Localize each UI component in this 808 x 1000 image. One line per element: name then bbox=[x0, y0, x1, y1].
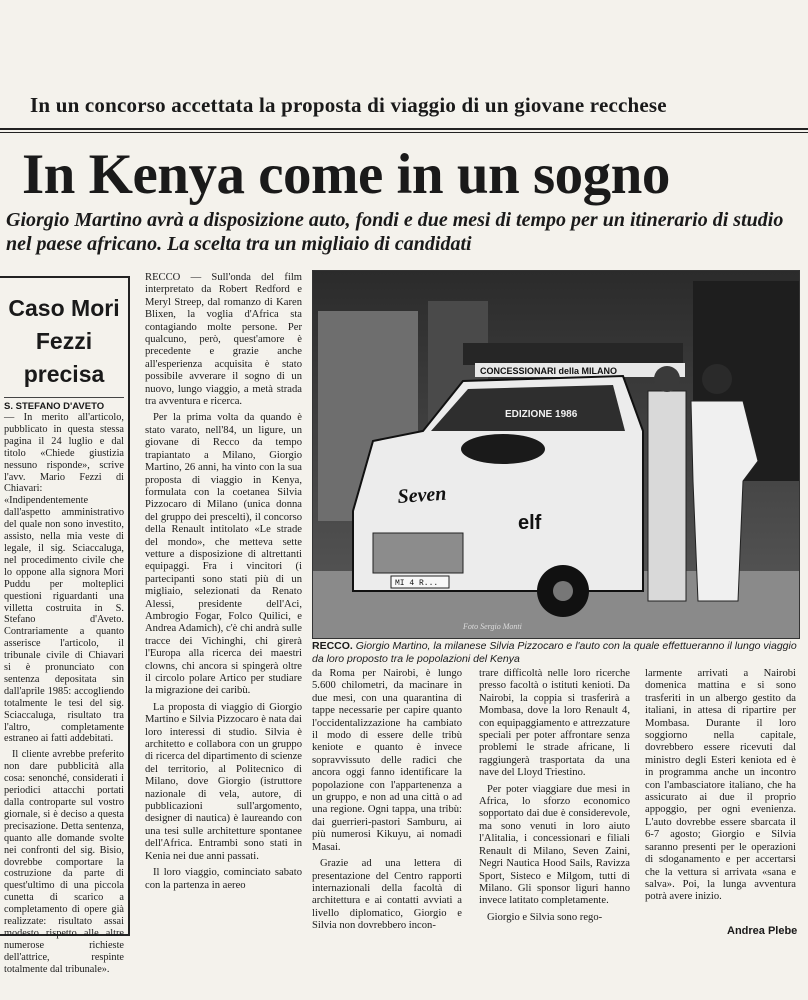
windshield-text: EDIZIONE 1986 bbox=[505, 409, 578, 420]
photo-caption bbox=[312, 640, 798, 666]
article-paragraph: larmente arrivati a Nairobi domenica mattina e si sono trasferiti in un albergo gestito da italiani, in attesa di ripartire per Mombasa. Durante il loro soggiorno nella capitale, dovrebbero essere ricevuti dal ministro degli Esteri keniota ed è in programma anche un incontro con l'ambasciatore italiano, che ha assicurato ai due il proprio appoggio, per ogni evenienza. L'auto dovrebbe essere sbarcata il 6-7 agosto; Giorgio e Silvia saranno presenti per le operazioni di sdoganamento e per accertarsi che la vettura si arrivata «sana e salva». Poi, la lunga avventura potrà avere inizio. bbox=[645, 668, 796, 903]
article-paragraph: trare difficoltà nelle loro ricerche presso facoltà o istituti kenioti. Da Nairobi, la coppia si trasferirà a Mombasa, dove la loro Renault 4, con equipaggiamento e attrezzature speciali per poter affrontare senza problemi le strade africane, li raggiungerà trasportata da una nave del Lloyd Triestino. bbox=[479, 668, 630, 779]
kicker-headline: In un concorso accettata la proposta di viaggio di un giovane recchese bbox=[30, 93, 667, 117]
article-column-3 bbox=[479, 668, 630, 938]
article-column-4 bbox=[645, 668, 796, 918]
article-paragraph: Per poter viaggiare due mesi in Africa, lo sforzo economico sopportato dai due è considerevole, ma sono venuti in loro aiuto l'Alitalia, i concessionari e filiali Renault di Milano, Seven Zaini, Negri Nautica Hood Sails, Ravizza Sport, Sisteco e Milgom, tutti di Milano. Gli sponsor liguri hanno invece latitato completamente. bbox=[479, 783, 630, 907]
article-paragraph bbox=[145, 272, 302, 408]
car-banner-text: CONCESSIONARI della MILANO bbox=[480, 366, 618, 376]
article-lead: — Sull'onda del film interpretato da Robert Redford e Meryl Streep, dal romanzo di Karen Blixen, la voglia d'Africa sta contagiando molte persone. Per qualcuno, però, quest'amore è precedente e grazie anche all'esperienza acquisita è stato possibile avverare il sogno di un nuovo, lungo viaggio, a metà strada tra avventura e ricerca. bbox=[145, 272, 302, 408]
sidebar-paragraph: — In merito all'articolo, pubblicato in questa stessa pagina il 24 luglio e dal titolo «Chiede giustizia nessuno risponde», scrive l'avv. Mario Fezzi di Chiavari: «Indipendentemente dall'aspetto amministrativo del quale non sono investito, assisto, nella mia veste di legale, il sig. Sciaccaluga, nel procedimento civile che lo oppone alla signora Mori Puddu per molteplici questioni riguardanti una villetta costruita in S. Stefano d'Aveto. Contrariamente a quanto asserisce l'articolo, il tribunale civile di Chiavari si è pronunciato con sentenza depositata sin dall'aprile 1985: accogliendo totalmente le tesi del sig. Sciaccaluga, risultato tra l'altro, completamente estraneo ai fatti addebitati. bbox=[4, 412, 124, 745]
spare-tire-icon bbox=[461, 434, 545, 464]
main-headline: In Kenya come in un sogno bbox=[22, 143, 670, 206]
sidebar-title-line: precisa bbox=[23, 361, 105, 387]
caption-text: Giorgio Martino, la milanese Silvia Pizzocaro e l'auto con la quale effettueranno il lungo viaggio da loro proposto tra le popolazioni del Kenya bbox=[312, 640, 797, 665]
article-paragraph: Grazie ad una lettera di presentazione del Centro rapporti internazionali della facoltà di architettura e ai contatti avviati a livello diplomatico, Giorgio e Silvia non dovrebbero incon- bbox=[312, 858, 462, 932]
photo-illustration bbox=[313, 271, 799, 638]
article-paragraph: Per la prima volta da quando è stato varato, nell'84, un ligure, un giovane di Recco da tempo trapiantato a Milano, Giorgio Martino, 26 anni, ha vinto con la sua proposta di viaggio in Kenya, formulata con la coetanea Silvia Pizzocaro di Milano (unica donna del gruppo dei prescelti), il concorso della Renault intitolato «Le strade del mondo», che metteva sette vetture a disposizione di altrettanti equipaggi. Fra i vincitori (i partecipanti sono stati più di un migliaio, selezionati da Renato Alessi, presidente dell'Aci, Ambrogio Fogar, Folco Quilici, e Andrea Adamich), c'è chi andrà sulle tracce dei Vichinghi, chi girerà l'Europa alla ricerca dei maestri clowns, chi ancora si spingerà oltre il circolo polare Artico per studiare la migrazione dei caribù. bbox=[145, 412, 302, 697]
sidebar-text bbox=[4, 412, 124, 976]
top-rule-thin bbox=[0, 132, 808, 133]
car-grille bbox=[373, 533, 463, 573]
top-rule bbox=[0, 128, 808, 130]
article-paragraph: La proposta di viaggio di Giorgio Martino e Silvia Pizzocaro è nata dai loro interessi di studio. Silvia è architetto e collabora con un gruppo di ricerca del dipartimento di scienze del territorio, al Politecnico di Milano, dove Giorgio (istruttore nazionale di vela, autore, di pubblicazioni sull'argomento, designer di nautica) è laureando con una tesi sulle architetture spontanee dell'Africa. Entrambi sono stati in Kenia nei due anni passati. bbox=[145, 701, 302, 862]
sidebar-title bbox=[4, 292, 124, 391]
article-paragraph: Giorgio e Silvia sono rego- bbox=[487, 911, 603, 923]
byline: Andrea Plebe bbox=[727, 925, 798, 937]
door-logo: elf bbox=[518, 512, 542, 534]
sidebar-box bbox=[0, 276, 130, 975]
article-photo bbox=[312, 270, 800, 639]
person-head bbox=[702, 364, 732, 394]
hood-logo: Seven bbox=[396, 482, 448, 508]
article-paragraph: Il loro viaggio, cominciato sabato con la partenza in aereo bbox=[145, 867, 302, 891]
sidebar-paragraph: Il cliente avrebbe preferito non dare pubblicità alla cosa: senonché, considerati i periodici attacchi portati dalla controparte sul vostro giornale, si è deciso a questa precisazione. Detta sentenza, quanto alle domande svolte nei confronti del sig. Bisio, dovrebbe comportare la costruzione da parte di quest'ultimo di una piccola cunetta di scarico a completamento di opere già realizzate: risultato assai modesto rispetto alle altre numerose richieste dell'attrice, respinte totalmente dal tribunale». bbox=[4, 749, 124, 975]
article-column-2 bbox=[312, 668, 462, 938]
article-paragraph: da Roma per Nairobi, è lungo 5.600 chilometri, da macinare in due mesi, con una quarantina di tappe necessarie per capire quanto l'occidentalizzazione ha cambiato il modo di essere delle tribù keniote e quanto è invece sopravvissuto delle radici che ancora oggi fanno identificare la popolazione con l'appartenenza a un gruppo, e non ad una città o ad una regione. Ogni tappa, una tribù: dai guerrieri-pastori Samburu, ai più numerosi Kikuyu, ai nomadi Masai. bbox=[312, 668, 462, 853]
sidebar-title-line: Fezzi bbox=[35, 328, 93, 354]
sidebar-dateline: S. STEFANO D'AVETO bbox=[4, 397, 124, 412]
caption-place: RECCO. bbox=[312, 640, 353, 652]
article-column-1 bbox=[145, 272, 302, 962]
article-dateline: RECCO bbox=[145, 272, 181, 283]
sidebar-title-line: Caso Mori bbox=[8, 295, 120, 321]
photo-credit: Foto Sergio Monti bbox=[463, 622, 522, 631]
plate-text: MI 4 R... bbox=[395, 579, 439, 588]
subheadline: Giorgio Martino avrà a disposizione auto, fondi e due mesi di tempo per un itinerario di studio nel paese africano. La scelta tra un migliaio di candidati bbox=[6, 209, 784, 255]
